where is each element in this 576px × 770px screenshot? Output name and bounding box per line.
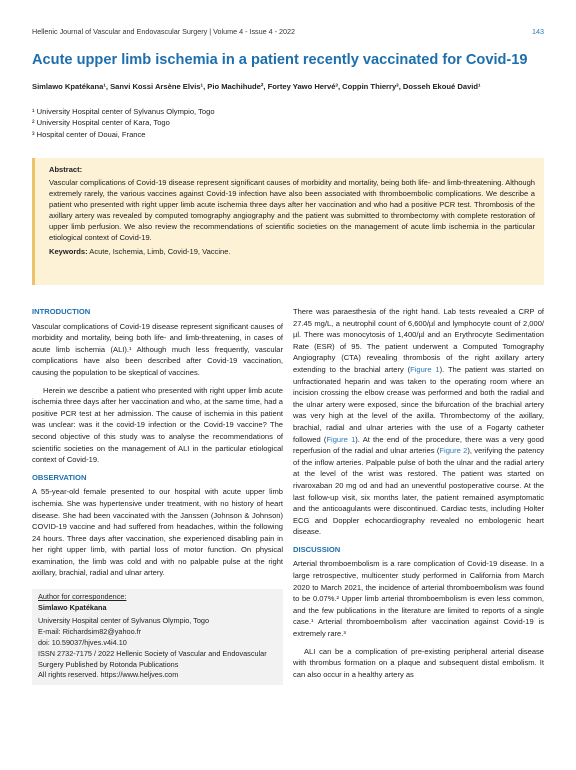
figure-1-link[interactable]: Figure 1 [410,364,440,374]
figure-1-link-2[interactable]: Figure 1 [326,434,356,444]
doi[interactable]: doi: 10.59037/hjves.v4i4.10 [38,637,127,647]
introduction-heading: INTRODUCTION [32,307,91,316]
keywords [49,246,535,257]
observation-heading: OBSERVATION [32,472,87,482]
author-list: Simlawo Kpatékana¹, Sanvi Kossi Arsène Elvis¹, Pio Machihude², Fortey Yawo Hervé³, Coppin Thierry³, Dosseh Ekoué David¹ [32,82,481,91]
affiliation-2: ² University Hospital center of Kara, Togo [32,118,170,128]
correspondence-name: Simlawo Kpatékana [38,602,107,612]
observation-text-b: ). The patient was started on unfractionated heparin and was taken to the operating room where an incision crossing the elbow crease was performed and both the radial and the ulnar artery were exposed, since the bifurcation of the brachial artery was very high at the level of the axilla. Thrombectomy of the axillary, brachial, radial and ulnar arteries with the use of a Fogarty catheter followed ( [293,364,544,444]
discussion-paragraph-1: Arterial thromboembolism is a rare complication of Covid-19 disease. In a large retrospective, multicenter study performed in California from March 2020 to March 2021, the incidence of arterial thromboembolism was found to be 0.07%.² Upper limb arterial thromboembolism is even less common, and the few publications in the literature are limited to reports of a single case.¹ Arterial thromboembolism after vaccination against Covid-19 is extremely rare.³ [293,559,544,639]
article-title: Acute upper limb ischemia in a patient recently vaccinated for Covid-19 [32,52,528,68]
correspondence-email[interactable]: E-mail: Richardsim82@yahoo.fr [38,626,142,636]
correspondence-heading: Author for correspondence: [38,592,127,602]
observation-paragraph-1: A 55-year-old female presented to our hospital with acute upper limb ischemia. She was hypertensive under treatment, with no history of heart disease. She had been vaccinated with the Janssen (Johnson & Johnson) COVID-19 vaccine and had suffered from headaches, within the following 24 hours. Three days after vaccination, she experienced disabling pain in her right upper limb, with partial loss of motor function. On physical examination, the limb was cold and with no palpable pulse at the right axillary, brachial, radial and ulnar artery. [32,487,283,578]
introduction-paragraph-1: Vascular complications of Covid-19 disease represent significant causes of morbidity and mortality, being both life- and limb-threatening, in cases of acute limb ischemia (ALI).¹ Although much less frequently, vascular complications have also been described after Covid-19 vaccination, causing the population to be skeptical of vaccines. [32,321,283,377]
abstract-box [32,158,544,285]
keywords-label: Keywords: [49,247,88,257]
right-column [293,306,544,686]
observation-text-a: There was paraesthesia of the right hand. Lab tests revealed a CRP of 27.45 mg/L, a neutrophil count of 6,600/µl and lymphocyte count of 2,000/µl. There was monocytosis of 1,400/µl and an Erythrocyte Sedimentation Rate (ESR) of 95. The patient underwent a Computed Tomography Angiography (CTA) revealing thrombosis of the right axillary artery extending to the brachial artery ( [293,307,544,374]
observation-text-c: ). At the end of the procedure, there was a very good reperfusion of the radial and ulnar arteries ( [293,434,544,456]
affiliation-1: ¹ University Hospital center of Sylvanus Olympio, Togo [32,107,215,116]
issn-copyright: ISSN 2732-7175 / 2022 Hellenic Society of Vascular and Endovascular Surgery Published by Rotonda Publications [38,648,267,669]
abstract-heading: Abstract: [49,165,83,174]
left-column [32,306,283,685]
observation-text-d: ), verifying the patency of the inflow arteries. Palpable pulse of both the ulnar and the radial artery at the level of the wrist was restored. The patient was started on rivaroxaban 20 mg od and had an uneventful postoperative course. At the last follow-up visit, six months later, the patient remained asymptomatic and the anticoagulants were discontinued. Cardiac tests, including Holter ECG and Doppler echocardiography revealed no embologenic heart disease. [293,446,545,537]
page-number: 143 [532,27,544,36]
affiliations [32,106,215,140]
observation-paragraph-2 [293,306,544,538]
introduction-paragraph-2: Herein we describe a patient who presented with right upper limb acute ischemia three days after her vaccination and who, at the same time, had a positive PCR test at her admission. The cause of ischemia in this patient was unclear: was it the covid-19 infection or the Covid-19 vaccine? The second objective of this study was to analyse the recommendations of scientific societies on the management of ALI in the particular etiological context of Covid-19. [32,385,283,465]
keywords-list: Acute, Ischemia, Limb, Covid-19, Vaccine. [89,247,231,257]
abstract-text: Vascular complications of Covid-19 disease represent significant causes of morbidity and mortality, being both life- and limb-threatening. Although extremely rarely, the various vaccines against Covid-19 infection have also been associated with thromboembolic complications. We describe a patient who presented with right upper limb acute ischemia three days after her vaccination and who had a positive PCR test. Thrombosis of the axillary artery was revealed by computed tomography angiography and the patient was submitted to thrombectomy with complete restoration of upper limb perfusion. We also review the recommendations of scientific societies on the management of acute limb ischemia in the particular etiological context of Covid-19. [49,178,535,243]
correspondence-box [32,589,283,685]
discussion-heading: DISCUSSION [293,544,341,554]
journal-info: Hellenic Journal of Vascular and Endovascular Surgery | Volume 4 - Issue 4 - 2022 [32,27,296,36]
running-header [32,27,544,36]
rights-statement: All rights reserved. https://www.heljves.com [38,670,179,680]
figure-2-link[interactable]: Figure 2 [439,446,468,456]
discussion-paragraph-2: ALI can be a complication of pre-existing peripheral arterial disease with thrombus formation on a plaque and subsequent distal embolism. It can also occur in a healthy artery as [293,646,544,679]
correspondence-address: University Hospital center of Sylvanus Olympio, Togo [38,615,210,625]
affiliation-3: ³ Hospital center of Douai, France [32,129,146,139]
